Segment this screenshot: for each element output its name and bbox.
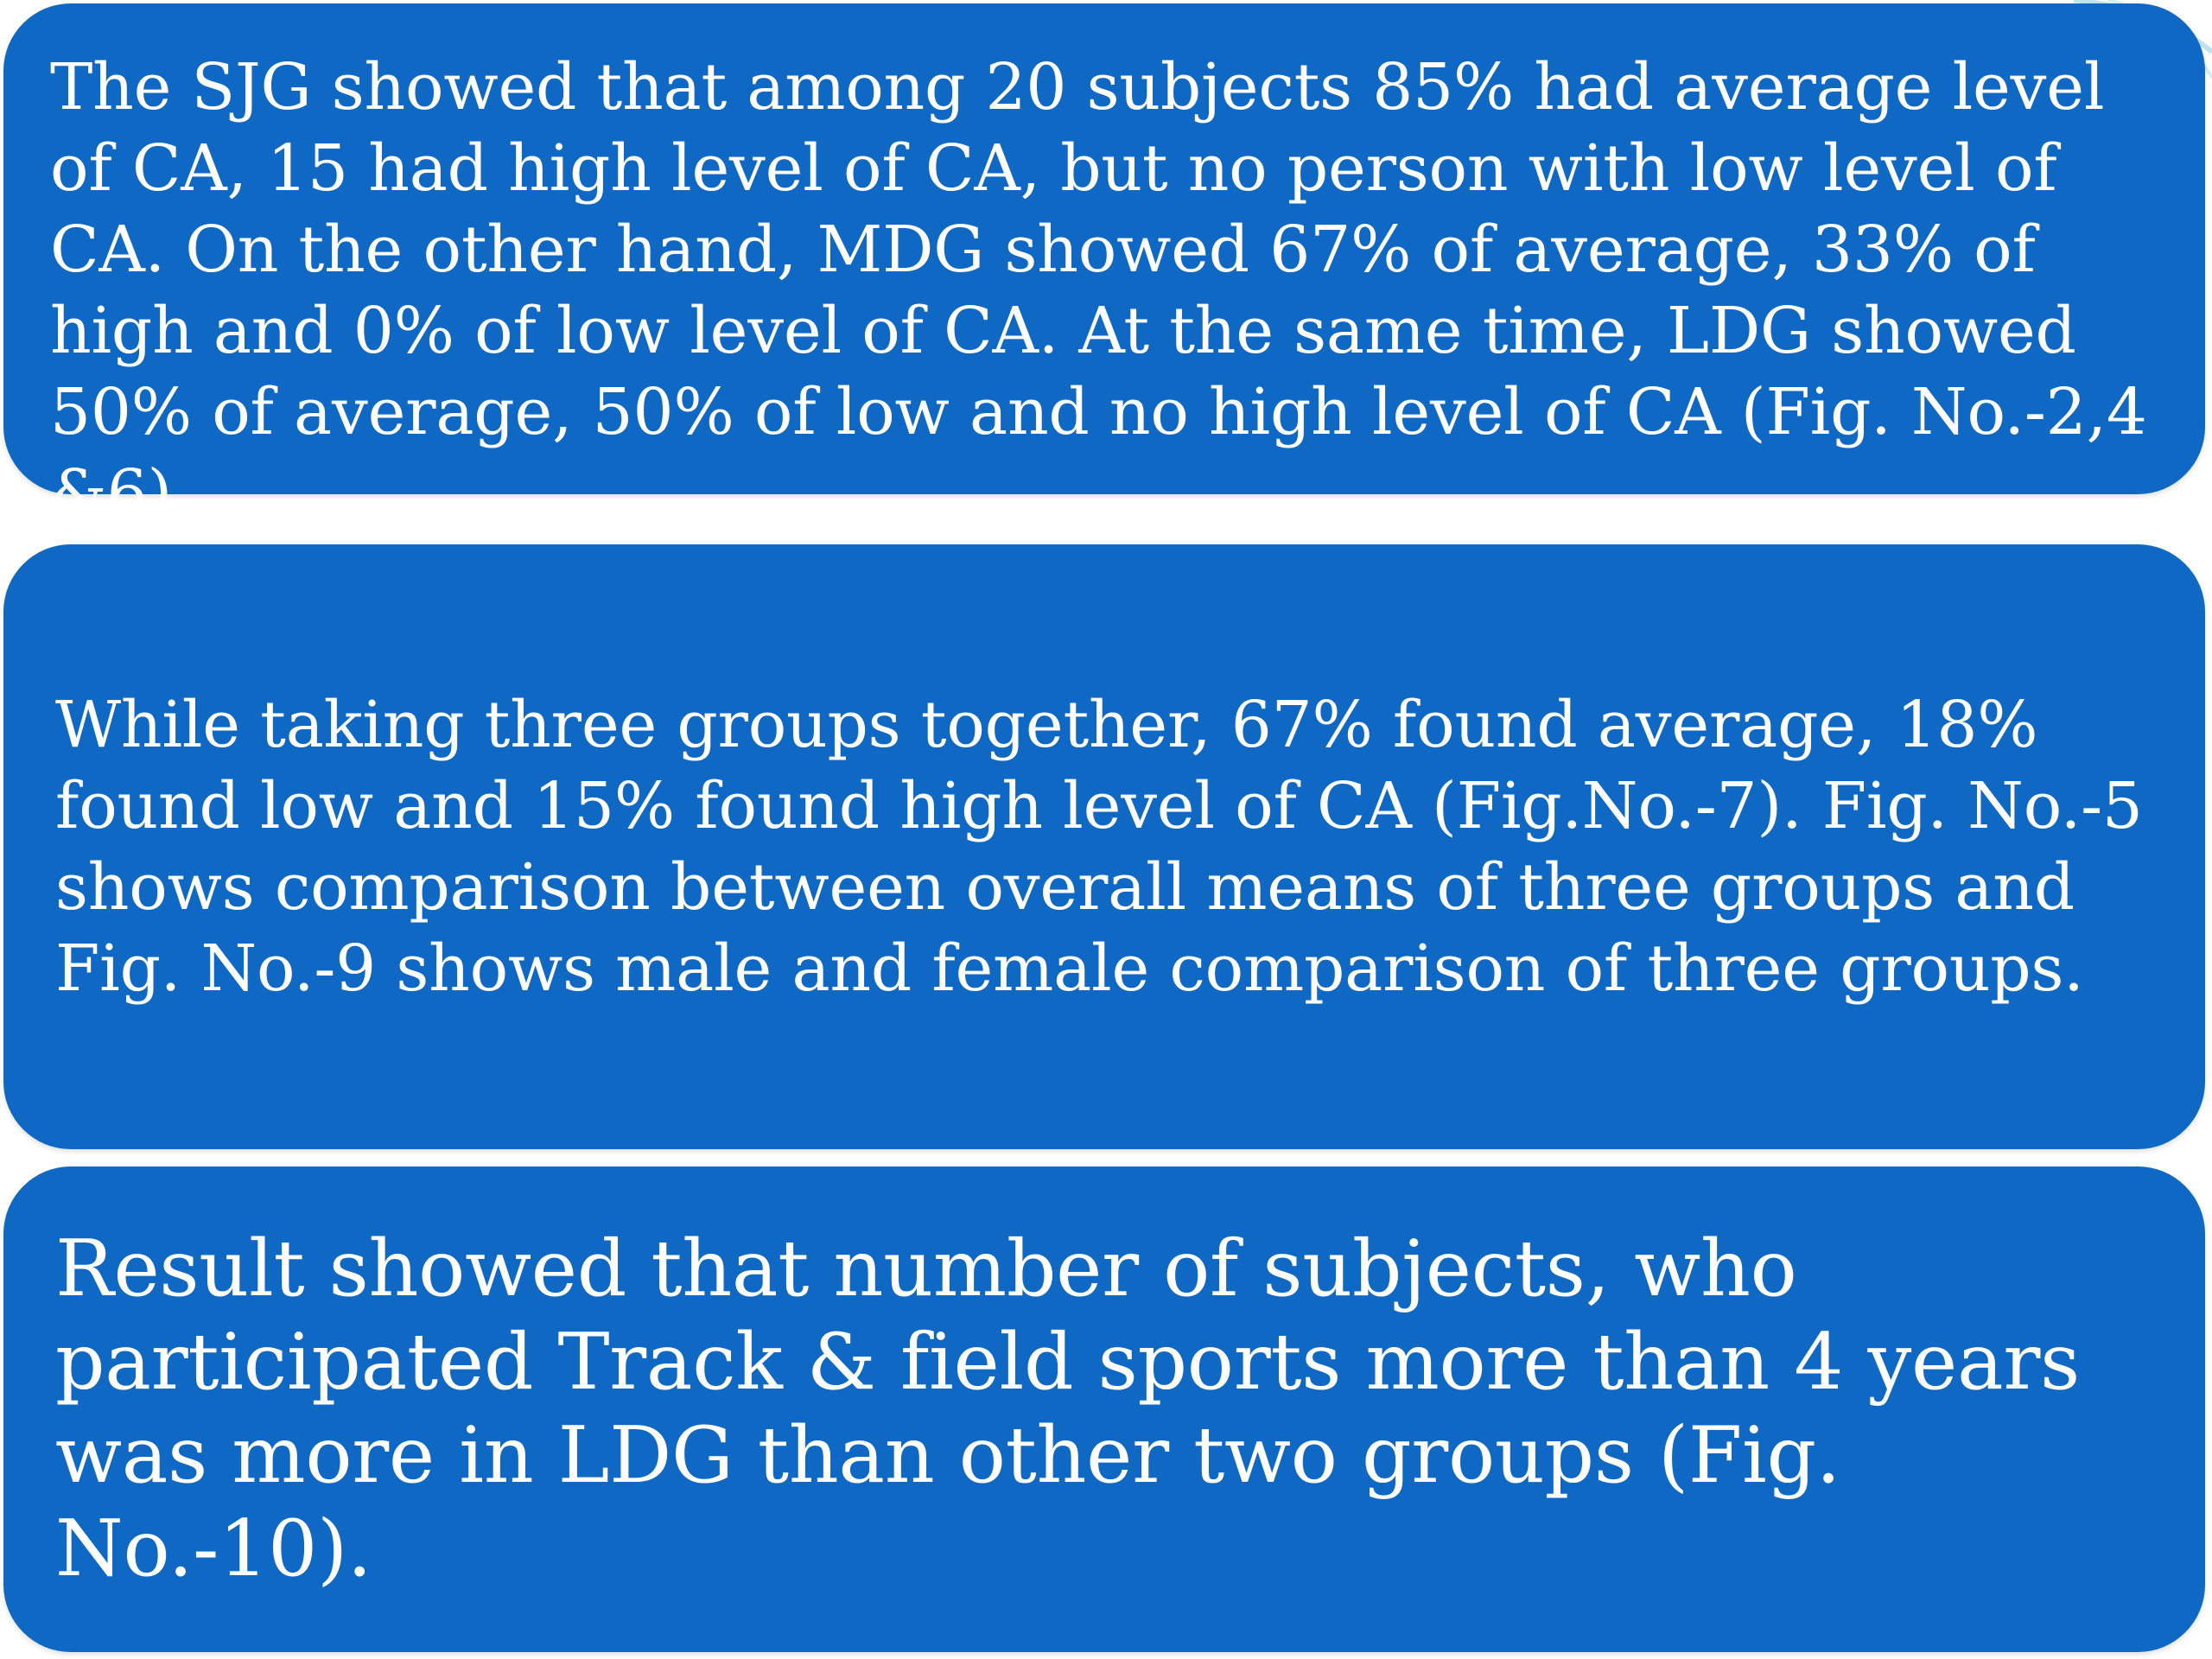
paragraph-group-levels: The SJG showed that among 20 subjects 85% had average level of CA, 15 had high level of CA, but no person with low level of CA. On the other hand, MDG showed 67% of average, 33% of high and 0% of low level of CA. At the same time, LDG showed 50% of average, 50% of low and no high level of CA (Fig. No.-2,4 &6). <box>50 50 2147 531</box>
result-box-combined-groups <box>3 544 2205 1149</box>
paragraph-participation: Result showed that number of subjects, who participated Track & field sports more than 4 years was more in LDG than other two groups (Fig. No.-10). <box>55 1224 2080 1594</box>
result-box-group-levels <box>3 3 2205 531</box>
paragraph-combined-groups: While taking three groups together, 67% found average, 18% found low and 15% found high level of CA (Fig.No.-7). Fig. No.-5 shows comparison between overall means of three groups and Fig. No.-9 shows male and female comparison of three groups. <box>55 688 2143 1006</box>
result-box-participation <box>3 1166 2205 1652</box>
